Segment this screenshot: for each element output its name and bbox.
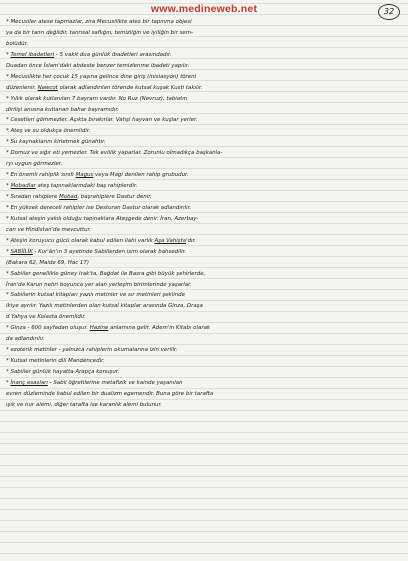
note-text: bolüdür. bbox=[6, 40, 29, 47]
note-text: * bbox=[6, 379, 11, 386]
note-text: ışık ve nur alemi, diğer tarafta ise karanlık alemi bulunur. bbox=[6, 401, 162, 408]
note-text: da adlandırılır. bbox=[6, 336, 45, 343]
note-text: * Ateş ve su oldukça önemlidir. bbox=[6, 128, 91, 135]
note-line bbox=[6, 290, 404, 301]
note-text: d Yahya ve Kolasta önemlidir. bbox=[6, 314, 86, 321]
note-line bbox=[6, 225, 404, 236]
note-text: * bbox=[6, 183, 11, 190]
note-line bbox=[6, 214, 404, 225]
note-text-continued: ateş tapınaklarındaki baş rahiplerdir. bbox=[35, 183, 138, 190]
note-text: ryı uygun görmezler. bbox=[6, 161, 63, 168]
site-watermark: www.medineweb.net bbox=[150, 3, 258, 15]
note-line bbox=[6, 28, 404, 39]
note-line bbox=[6, 378, 404, 389]
page-number: 32 bbox=[378, 4, 400, 20]
note-line bbox=[6, 126, 404, 137]
note-line bbox=[6, 148, 404, 159]
note-underlined-term: Aşa Vahişta bbox=[154, 237, 187, 244]
note-text: * Ginza - 600 sayfadan oluşur. bbox=[6, 325, 90, 332]
note-line bbox=[6, 280, 404, 291]
note-underlined-term: İnanç esasları bbox=[10, 379, 48, 386]
note-line bbox=[6, 72, 404, 83]
note-text-continued: - 5 vakit dua günlük ibadetleri arasındadır. bbox=[54, 51, 172, 58]
note-line bbox=[6, 94, 404, 105]
note-underlined-term: Mobadlar bbox=[10, 183, 36, 190]
note-line bbox=[6, 170, 404, 181]
note-text: * Domuz ve sığır eti yemezler. Tek evlilik yaparlar. Zorunlu olmadıkça başkanla- bbox=[6, 150, 223, 157]
note-text: * bbox=[6, 248, 11, 255]
note-line bbox=[6, 367, 404, 378]
note-text: can ve Hindistan'da mevcuttur. bbox=[6, 226, 92, 233]
note-underlined-term: Temel ibadetleri bbox=[10, 51, 55, 58]
note-line bbox=[6, 389, 404, 400]
note-text-continued: anlamına gelir. Adem'in Kitabı olarak bbox=[108, 325, 211, 332]
note-text: * Sıradan rahiplere bbox=[6, 194, 60, 200]
note-text: * En yüksek dereceli rahipler ise Desturan Dastur olarak adlandırılır. bbox=[6, 204, 192, 211]
note-line bbox=[6, 203, 404, 214]
note-text: Duadan önce İslam'daki abdeste benzer temizlenme ibadeti yapılır. bbox=[6, 62, 190, 69]
note-text-continued: - Sabii öğretilerine metafizik ve kainde yaşanılan bbox=[47, 379, 183, 386]
note-line bbox=[6, 137, 404, 148]
note-text: * Yıllık olarak kutlanılan 7 bayram vardır. No Ruz (Nevruz), tabiatın bbox=[6, 95, 188, 102]
note-text: * Sabiilerin kutsal kitapları yazılı metinler ve sır metinleri şeklinde bbox=[6, 292, 185, 299]
note-text: * Kutsal metinlerin dili Mandencedir. bbox=[6, 358, 105, 365]
note-line bbox=[6, 159, 404, 170]
note-underlined-term: Mobad bbox=[59, 194, 78, 200]
note-text: İran'da Karun nehri boyunca yer alan yerleşim birimlerinde yaşarlar. bbox=[6, 281, 192, 288]
note-line bbox=[6, 181, 404, 192]
note-text: * Ateşin koruyucu gücü olarak kabul edilen ilahi varlık bbox=[6, 237, 155, 244]
note-line bbox=[6, 115, 404, 126]
note-line bbox=[6, 400, 404, 411]
note-text-continued: , başrahiplere Dastur denir. bbox=[77, 194, 152, 200]
note-line bbox=[6, 39, 404, 50]
note-underlined-term: Nawcot bbox=[37, 84, 58, 91]
note-line bbox=[6, 83, 404, 94]
note-text: * bbox=[6, 51, 11, 58]
note-text: * Su kaynaklarını kirletmek günahtır. bbox=[6, 139, 106, 146]
note-text-continued: veya Magi denilen rahip grubudur. bbox=[93, 172, 189, 179]
note-line bbox=[6, 105, 404, 116]
note-line bbox=[6, 61, 404, 72]
note-line bbox=[6, 192, 404, 203]
note-text-continued: 'dır. bbox=[186, 237, 197, 244]
note-underlined-term: Magus bbox=[75, 172, 94, 179]
note-text: düzenlenir. bbox=[6, 84, 38, 91]
note-text: evren düzleminde kabul edilen bir dualizm egemendir. Buna göre bir tarafta bbox=[6, 390, 214, 397]
note-text: * ezoterik metinler - yalnızca rahiplerin okumalarına izin verilir. bbox=[6, 347, 178, 354]
handwritten-notes bbox=[6, 17, 404, 411]
note-text: ikiye ayrılır. Yazılı metinlerden olan kutsal kitaplar arasında Ginza, Draşa bbox=[6, 303, 203, 310]
note-text: * En önemli rahiplik sınıfı bbox=[6, 172, 76, 179]
note-line bbox=[6, 269, 404, 280]
note-text: * Mecusiler atese tapmazlar, zira Mecusilikte ates bir tapınma objesi bbox=[6, 19, 192, 25]
note-text: * Cesetleri gömmezler. Açıkta bırakırlar. Vahşi hayvan ve kuşlar yerler. bbox=[6, 117, 198, 124]
note-line bbox=[6, 312, 404, 323]
note-text-continued: olarak adlandırılan törende kutsal kuşak Kusti takılır. bbox=[57, 84, 203, 91]
note-line bbox=[6, 50, 404, 61]
note-underlined-term: SABİİLİK bbox=[10, 248, 33, 255]
note-line bbox=[6, 356, 404, 367]
note-text: (Bakara 62, Maide 69, Hac 17) bbox=[6, 259, 89, 266]
note-line bbox=[6, 17, 404, 28]
note-text: * Sabiiler genellikle güney Irak'ta, Bağdat ile Basra gibi büyük şehirlerde, bbox=[6, 270, 206, 277]
note-line bbox=[6, 236, 404, 247]
note-line bbox=[6, 334, 404, 345]
note-underlined-term: Hazine bbox=[89, 325, 109, 332]
note-text-continued: - Kur'ân'ın 3 ayetinde Sabiilerden isim olarak bahsedilir. bbox=[32, 248, 187, 255]
note-text: * Mecusilikte her çocuk 15 yaşına gelince dine giriş (inisiasyon) töreni bbox=[6, 73, 197, 80]
note-line bbox=[6, 301, 404, 312]
note-text: dirilişi anısına kutlanan bahar bayramıdır. bbox=[6, 106, 119, 113]
note-line bbox=[6, 258, 404, 269]
note-line bbox=[6, 247, 404, 258]
note-text: * Kutsal ateşin yakılı olduğu tapınaklara Ateşgede denir. İran, Azerbay- bbox=[6, 215, 199, 222]
note-line bbox=[6, 323, 404, 334]
note-line bbox=[6, 345, 404, 356]
note-text: * Sabiiler günlük hayatta Arapça konuşur. bbox=[6, 369, 120, 375]
note-text: ya da bir tanrı değildir, tanrısal saflığın, temizliğin ve iyiliğin bir sem- bbox=[6, 29, 193, 36]
